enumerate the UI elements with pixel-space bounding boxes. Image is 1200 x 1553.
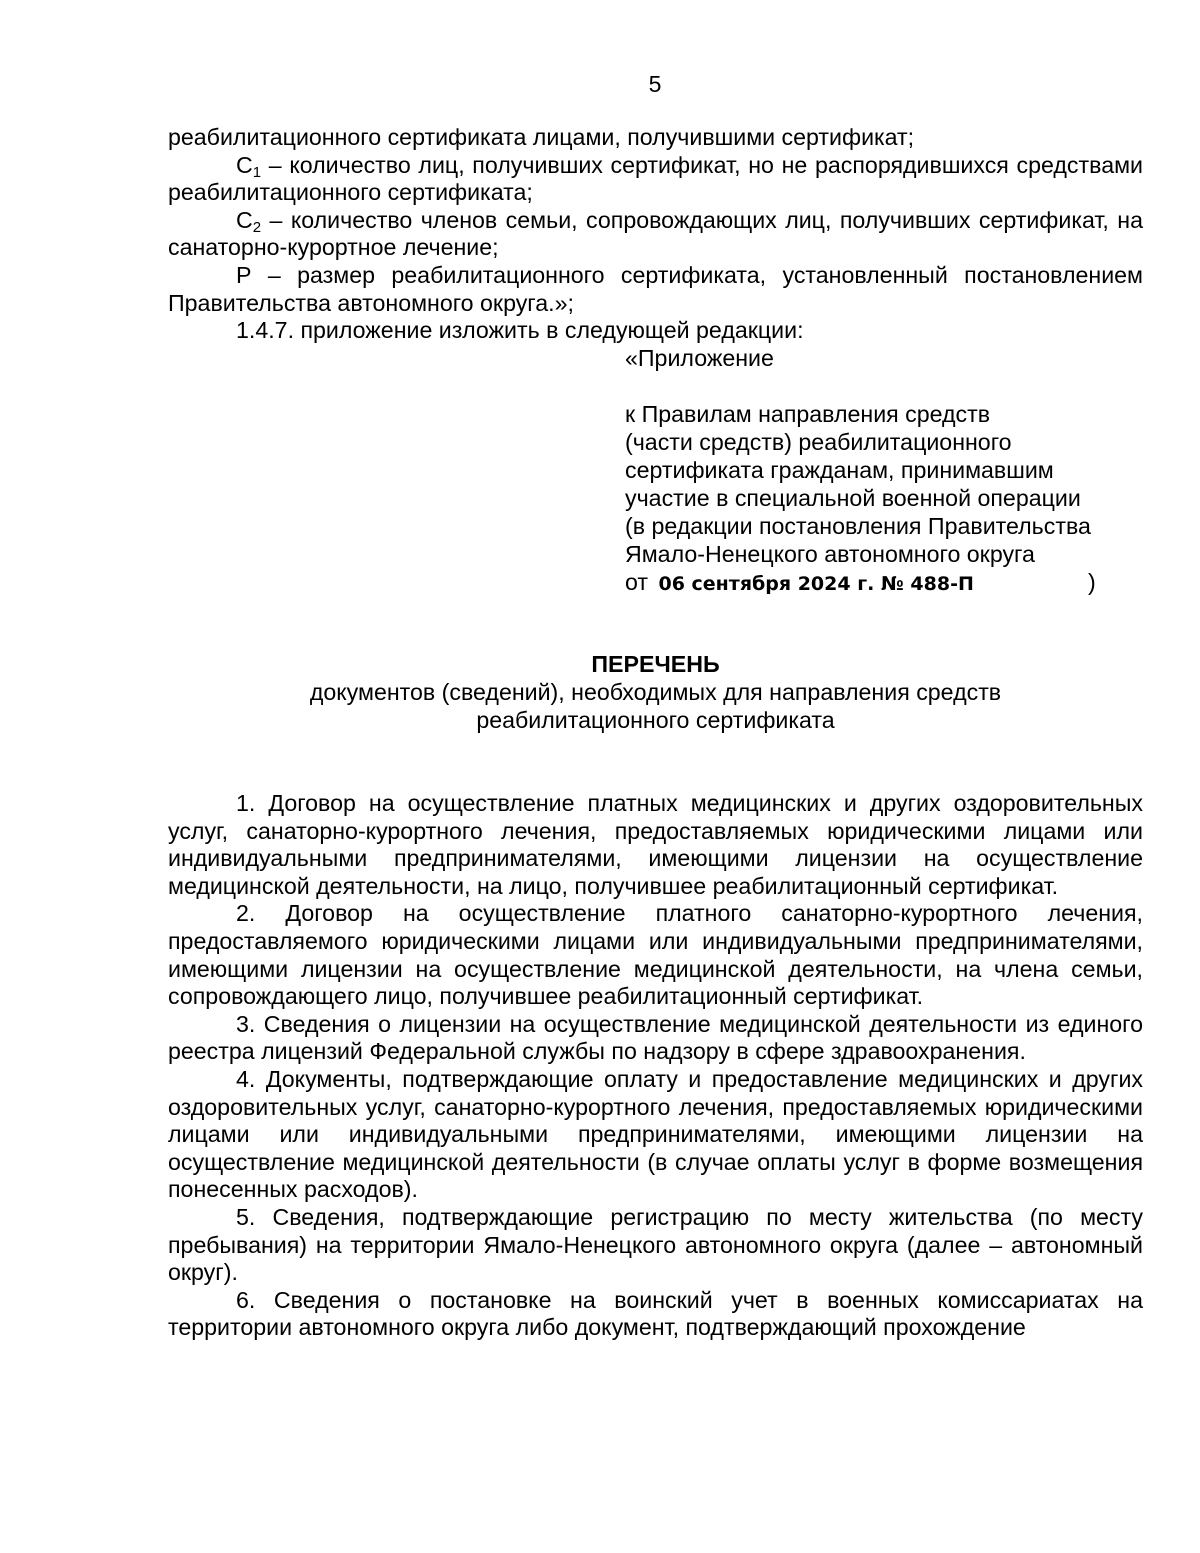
appendix-line: Ямало-Ненецкого автономного округа — [625, 541, 1035, 567]
page-number: 5 — [648, 71, 662, 97]
heading-subtitle-line: реабилитационного сертификата — [476, 707, 835, 733]
appendix-title-text: «Приложение — [625, 345, 774, 371]
appendix-header — [625, 400, 1165, 598]
paragraph-item-1-4-7: 1.4.7. приложение изложить в следующей редакции: — [236, 317, 804, 344]
appendix-line: участие в специальной военной операции — [625, 485, 1081, 511]
heading-subtitle-line: документов (сведений), необходимых для направления средств — [309, 679, 1002, 705]
c1-subscript: 1 — [252, 163, 262, 181]
paragraph-c2 — [168, 207, 1143, 262]
appendix-line: (части средств) реабилитационного — [625, 429, 1012, 455]
paragraph-p: Р – размер реабилитационного сертификата, установленный постановлением Правительства автономного округа.»; — [168, 261, 1143, 316]
c2-subscript: 2 — [252, 218, 262, 236]
list-item: 5. Сведения, подтверждающие регистрацию по месту жительства (по месту пребывания) на территории Ямало-Ненецкого автономного округа (далее – автономный округ). — [168, 1203, 1143, 1286]
document-heading — [168, 650, 1143, 734]
documents-list — [168, 790, 1143, 1342]
list-item: 3. Сведения о лицензии на осуществление медицинской деятельности из единого реестра лицензий Федеральной службы по надзору в сфере здравоохранения. — [168, 1010, 1143, 1065]
formula-explanation — [168, 124, 1143, 345]
c1-text: – количество лиц, получивших сертификат, но не распорядившихся средствами реабилитационного сертификата; — [168, 151, 1143, 206]
paragraph: реабилитационного сертификата лицами, получившими сертификат; — [168, 124, 915, 150]
c2-symbol: С — [236, 206, 253, 233]
date-close-paren: ) — [1088, 569, 1096, 595]
date-signature-stamp: 06 сентября 2024 г. № 488-П — [658, 573, 974, 595]
heading-title: ПЕРЕЧЕНЬ — [591, 651, 720, 677]
appendix-title — [625, 344, 1165, 372]
list-item: 4. Документы, подтверждающие оплату и предоставление медицинских и других оздоровительных услуг, санаторно-курортного лечения, предоставляемых юридическими лицами или индивидуальными предпринимателями, имеющими лицензии на осуществление медицинской деятельности (в случае оплаты услуг в форме возмещения понесенных расходов). — [168, 1065, 1143, 1203]
appendix-line: (в редакции постановления Правительства — [625, 513, 1091, 539]
c1-symbol: С — [236, 151, 253, 178]
appendix-line: сертификата гражданам, принимавшим — [625, 457, 1054, 483]
list-item: 2. Договор на осуществление платного санаторно-курортного лечения, предоставляемого юридическими лицами или индивидуальными предпринимателями, имеющими лицензии на осуществление медицинской деятельности, на члена семьи, сопровождающего лицо, получившее реабилитационный сертификат. — [168, 900, 1143, 1010]
appendix-line: к Правилам направления средств — [625, 401, 991, 427]
c2-text: – количество членов семьи, сопровождающих лиц, получивших сертификат, на санаторно-курортное лечение; — [168, 206, 1143, 261]
appendix-date-line — [625, 568, 1165, 598]
list-item: 6. Сведения о постановке на воинский учет в военных комиссариатах на территории автономного округа либо документ, подтверждающий прохождение — [168, 1286, 1143, 1341]
list-item: 1. Договор на осуществление платных медицинских и других оздоровительных услуг, санаторно-курортного лечения, предоставляемых юридическими лицами или индивидуальными предпринимателями, имеющими лицензии на осуществление медицинской деятельности, на лицо, получившее реабилитационный сертификат. — [168, 790, 1143, 899]
date-prefix: от — [625, 569, 649, 595]
paragraph-c1 — [168, 152, 1143, 207]
